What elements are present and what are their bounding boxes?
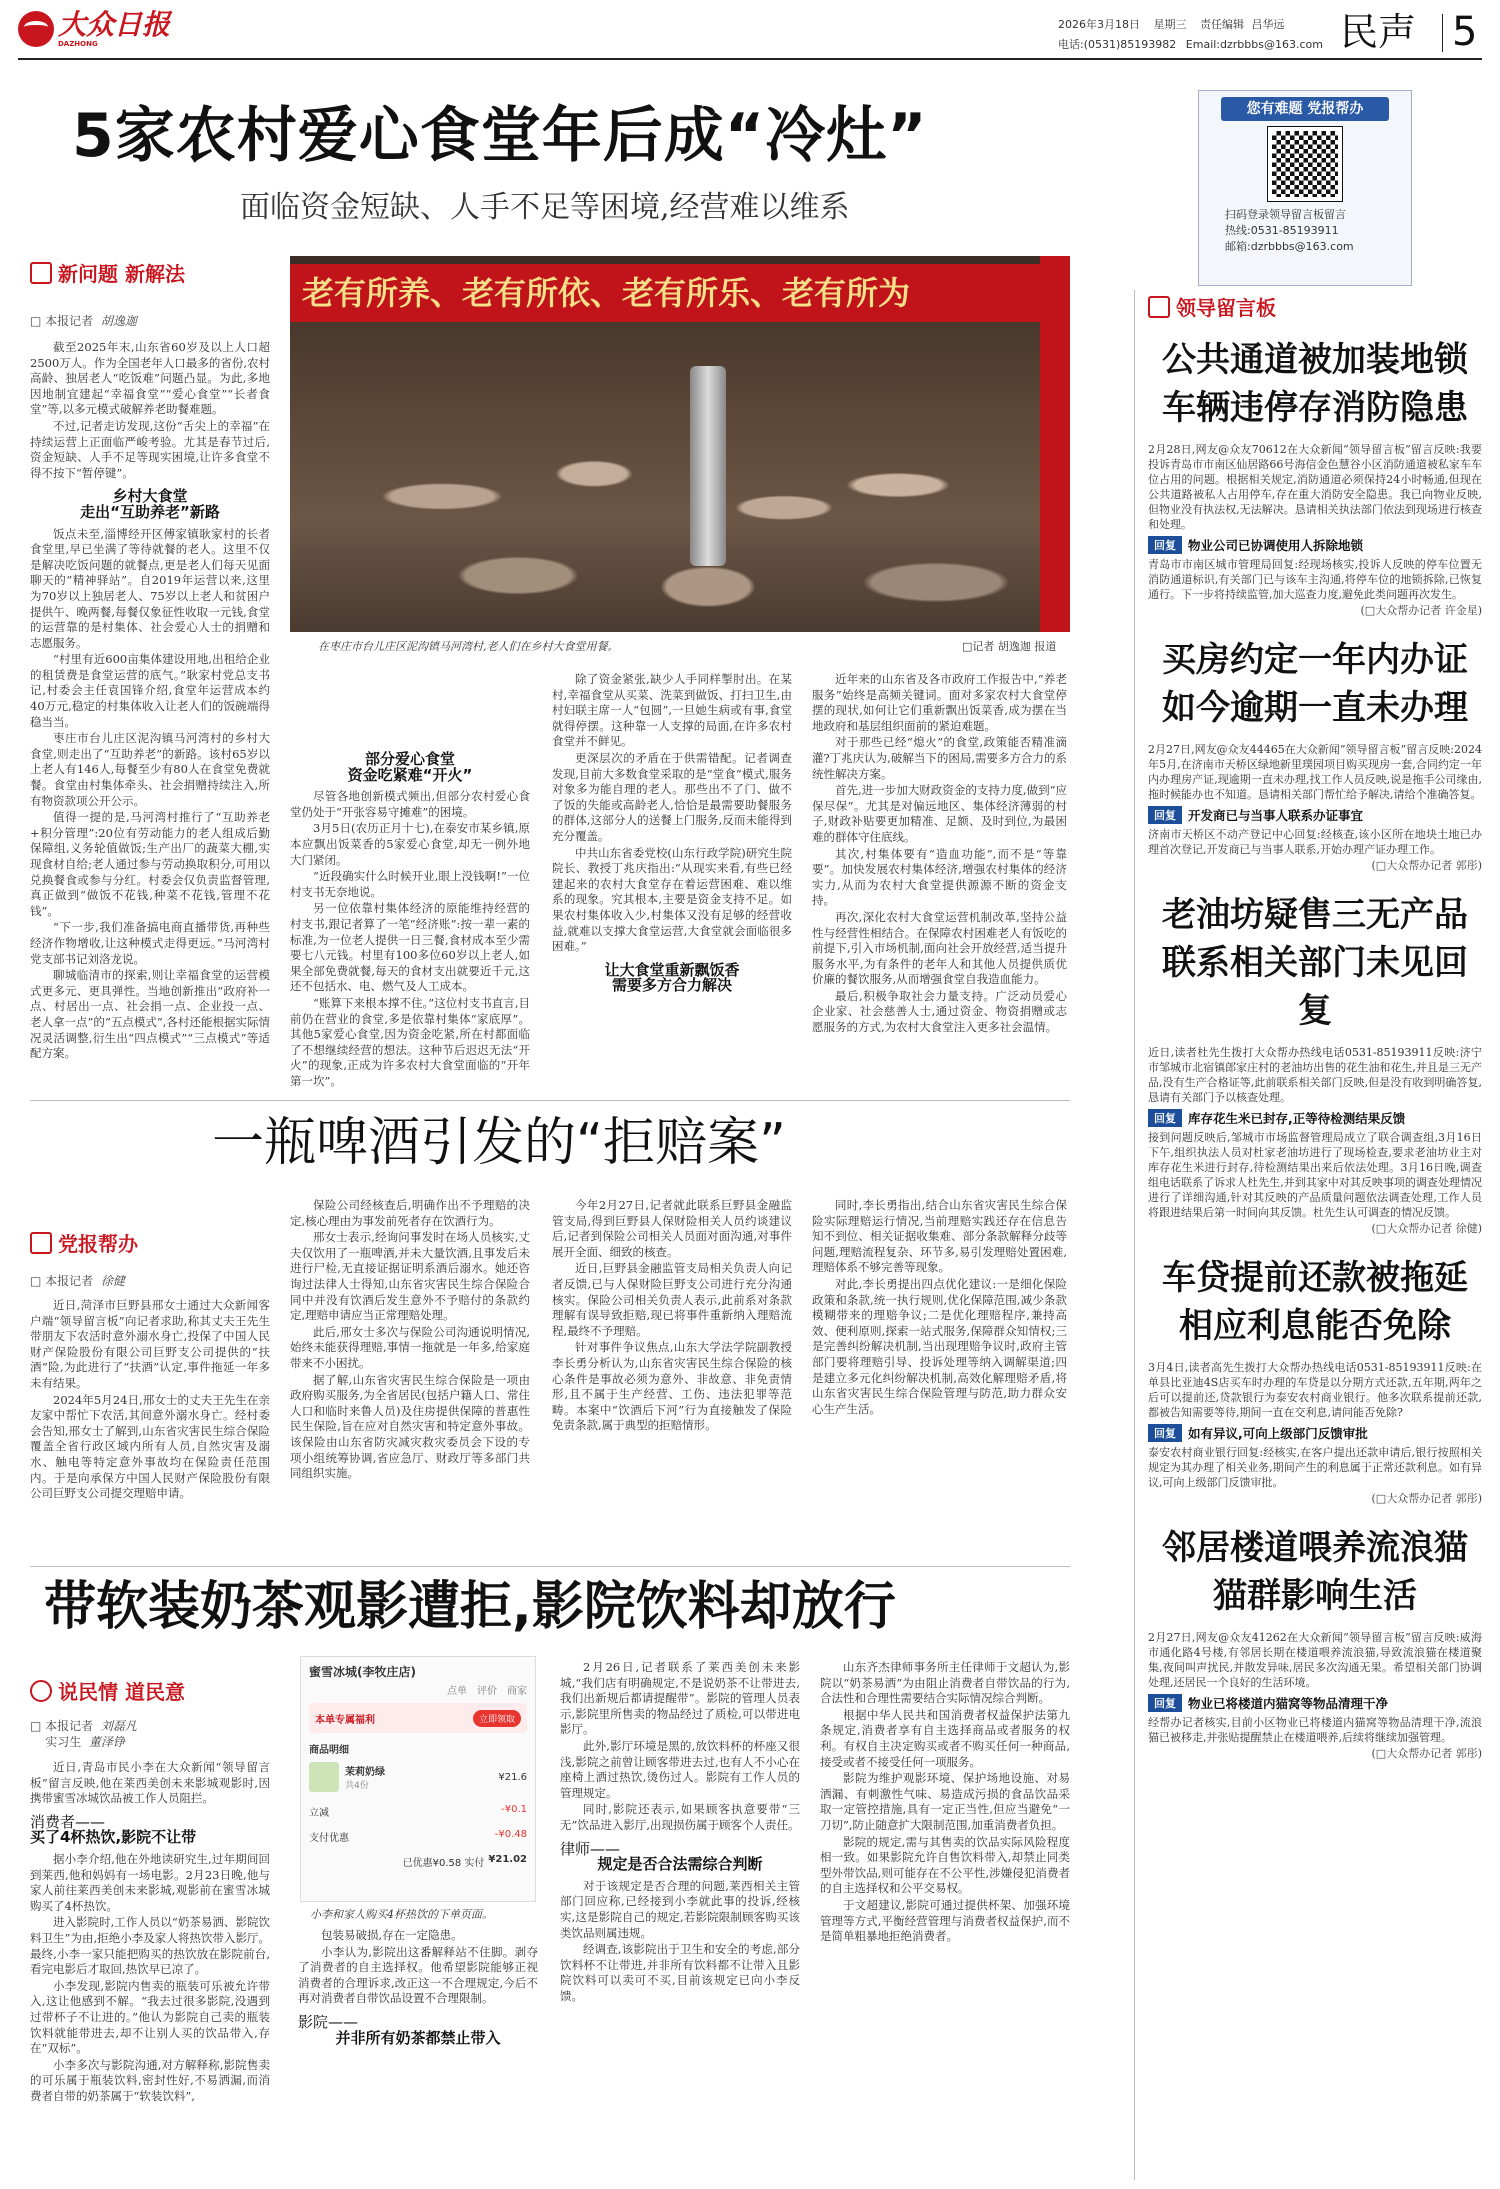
art1-byline: □ 本报记者 胡逸迦 [30,314,137,328]
art1-column-2: 部分爱心食堂 资金吃紧难“开火” 尽管各地创新模式频出,但部分农村爱心食堂仍处于“开张容易守摊难”的困境。 3月5日(农历正月十七),在泰安市某乡镇,原本应飘出饭菜香的5家爱心食堂,却无一例外地大门紧闭。 “近段确实什么时候开业,眼上没钱啊!”一位村支书无奈地说。 另一位依靠村集体经济的原能维持经营的村支书,跟记者算了一笔“经济账”:按一辈一素的标准,为一位老人提供一日三餐,食材成本至少需要七八元钱。村里有100多位60岁以上老人,如果全部免费就餐,每天的食材支出就要近千元,这还不包括水、电、燃气及人工成本。 “账算下来根本撑不住。”这位村支书直言,目前仍在营业的食堂,多是依靠村集体“家底厚”。其他5家爱心食堂,因为资金吃紧,所在村都面临了不想继续经营的想法。这种节后迟迟无法“开火”的现象,正成为许多农村大食堂面临的“开年第一坎”。 [290,750,530,1088]
qr-line-3: 邮箱:dzrbbbs@163.com [1225,240,1354,253]
art3-column-3: 2月26日,记者联系了莱西美创未来影城,“我们店有明确规定,不是说奶茶不让带进去,我们出新规后都请提醒带”。影院的管理人员表示,影院里所售卖的物品经过了质检,可以带进电影厅。 此外,影厅环境是黑的,放饮料杯的杯座又很浅,影院之前曾让顾客带进去过,也有人不小心在座椅上洒过热饮,烫伤过人。影院有工作人员的管理规定。 同时,影院还表示,如果顾客执意要带“三无”饮品进入影厅,出现损伤属于顾客个人责任。 律师—— 规定是否合法需综合判断 对于该规定是否合理的问题,莱西相关主管部门回应称,已经接到小李就此事的投诉,经核实,这是影院自己的规定,若影院限制顾客购买该类饮品则属违规。 经调查,该影院出于卫生和安全的考虑,部分饮料杯不让带进,并非所有饮料都不让带入且影院饮料可以卖可不买,目前该规定已向小李反馈。 [560,1660,800,2003]
date: 2026年3月18日 [1058,18,1140,31]
sidebar [1148,330,1482,2180]
art3-column-2: 包装易破损,存在一定隐患。 小李认为,影院出这番解释站不住脚。剥夺了消费者的自主选择权。他希望影院能够正视消费者的合理诉求,改正这一不合理规定,今后不再对消费者自带饮品设置不合理限制。 影院—— 并非所有奶茶都禁止带入 [298,1928,538,2047]
art3-byline: □ 本报记者 刘磊凡 实习生 董泽铮 [30,1719,137,1749]
article1-photo [290,256,1070,632]
qr-box [1198,90,1412,286]
art2-column-3: 今年2月27日,记者就此联系巨野县金融监管支局,得到巨野县人保财险相关人员约谈建议后,记者到保险公司相关人员面对面沟通,对事件展开全面、细致的核查。 近日,巨野县金融监管支局相关负责人向记者反馈,已与人保财险巨野支公司进行充分沟通核实。保险公司相关负责人表示,此前系对条款理解有误导致拒赔,现已将事件重新纳入理赔流程,最终不予理赔。 针对事件争议焦点,山东大学法学院副教授李长勇分析认为,山东省灾害民生综合保险的核心条件是事故必须为意外、非故意、非免责情形,且不属于生产经营、工伤、违法犯罪等范畴。本案中“饮酒后下河”行为直接触发了保险免责条款,属于典型的拒赔情形。 [552,1198,792,1433]
logo-text: 大众日报 [58,8,171,41]
header-meta [1058,16,1285,32]
art1-column-1: 截至2025年末,山东省60岁及以上人口超2500万人。作为全国老年人口最多的省份,农村高龄、独居老人“吃饭难”问题凸显。为此,多地因地制宜建起“幸福食堂”“爱心食堂”“长者食堂”等,以多元模式破解养老助餐难题。 不过,记者走访发现,这份“舌尖上的幸福”在持续运营上正面临严峻考验。尤其是春节过后,资金短缺、人手不足等现实困境,让许多食堂不得不按下“暂停键”。 乡村大食堂 走出“互助养老”新路 饭点未至,淄博经开区傅家镇耿家村的长者食堂里,早已坐满了等待就餐的老人。这里不仅是解决吃饭问题的就餐点,更是老人们每天见面聊天的“精神驿站”。自2019年运营以来,这里为70岁以上独居老人、75岁以上老人和贫困户提供午、晚两餐,每餐仅象征性收取一元钱,食堂的运营靠的是村集体、社会爱心人士的捐赠和志愿服务。 “村里有近600亩集体建设用地,出租给企业的租赁费是食堂运营的底气。”耿家村党总支书记,村委会主任袁国锋介绍,食堂年运营成本约40万元,稳定的村集体收入让老人们的饭碗端得稳当当。 枣庄市台儿庄区泥沟镇马河湾村的乡村大食堂,则走出了“互助养老”的新路。该村65岁以上老人有146人,每餐至少有80人在食堂免费就餐。食堂由村集体牵头、社会捐赠持续注入,所有物资款项公开公示。 值得一提的是,马河湾村推行了“互助养老+积分管理”:20位有劳动能力的老人组成后勤保障组,义务轮值做饭;生产出厂的蔬菜大棚,实现食材自给;老人通过参与劳动换取积分,可用以兑换餐食或参与分红。村委会仅负责监督管理,真正做到“做饭不花钱,种菜不花钱,管理不花钱”。 “下一步,我们准备搞电商直播带货,再种些经济作物增收,让这种模式走得更远。”马河湾村党支部书记刘洛龙说。 聊城临清市的探索,则让幸福食堂的运营模式更多元、更具弹性。当地创新推出“政府补一点、村居出一点、社会捐一点、企业投一点、老人拿一点”的“五点模式”,各村还能根据实际情况灵活调整,衍生出“四点模式”“三点模式”等适配方案。 [30,340,270,1061]
logo [18,10,170,48]
sidebar-item-3: 老油坊疑售三无产品 联系相关部门未见回复 近日,读者杜先生拨打大众帮办热线电话0531-85193911反映:济宁市邹城市北宿镇郎家庄村的老油坊出售的花生油和花生,并且是三无产品,没有生产合格证等,此前联系相关部门反映,但是没有收到明确答复,恳请有关部门予以核查处理。 回复 库存花生米已封存,正等待检测结果反馈 接到问题反映后,邹城市市场监督管理局成立了联合调查组,3月16日下午,组织执法人员对杜家老油坊进行了现场检查,要求老油坊业主对库存花生米进行封存,待检测结果出来后依法处理。3月16日晚,调查组电话联系了诉求人杜先生,并到其家中对其反映事项的调查处理情况进行了详细沟通,针对其反映的产品质量问题依法调查处理,工作人员将跟进结果后第一时间向其反馈。杜先生认可调查的情况反馈。 (□大众帮办记者 徐健) [1148,895,1482,1235]
art2-column-1: 近日,菏泽市巨野县邢女士通过大众新闻客户端“领导留言板”向记者求助,称其丈夫王先生带朋友下农活时意外溺水身亡,投保了中国人民财产保险股份有限公司巨野支公司提供的“扶酒”险,为此进行了“扶酒”认定,事件拖延一年多未有结果。 2024年5月24日,邢女士的丈夫王先生在亲友家中帮忙下农活,其间意外溺水身亡。经村委会告知,邢女士了解到,山东省灾害民生综合保险覆盖全省行政区域内所有人员,自然灾害及溺水、触电等特定意外事故均在保险责任范围内。于是向承保方中国人民财产保险股份有限公司巨野支公司提交理赔申请。 [30,1298,270,1501]
logo-sub: DAZHONG [58,40,98,48]
photo-credit: □记者 胡逸迦 报道 [962,640,1057,653]
envelope-icon [1148,296,1170,318]
section-label-public-voice: 说民情 道民意 [30,1676,185,1705]
masthead [18,8,1482,60]
article1-subtitle: 面临资金短缺、人手不足等困境,经营难以维系 [240,190,850,225]
section-label-party-help: 党报帮办 [30,1228,138,1257]
qr-title: 您有难题 党报帮办 [1221,97,1389,121]
sidebar-item-1: 公共通道被加装地锁 车辆违停存消防隐患 2月28日,网友@众友70612在大众新闻“领导留言板”留言反映:我要投诉青岛市市南区仙居路66号海信金色慧谷小区消防通道被私家车车位占用的问题。根据相关规定,消防通道必须保持24小时畅通,但现在公共道路被私人占用停车,存在重大消防安全隐患。我已向物业反映,但物业没有执法权,无法解决。恳请相关执法部门依法到现场进行核查和处理。 回复 物业公司已协调使用人拆除地锁 青岛市市南区城市管理局回复:经现场核实,投诉人反映的停车位置无消防通道标识,有关部门已与该车主沟通,将停车位的地锁拆除,已恢复通行。下一步将持续监管,加大巡查力度,避免此类问题再次发生。 (□大众帮办记者 许金星) [1148,340,1482,617]
promo-button[interactable]: 立即领取 [473,1710,521,1727]
header-contact [1058,36,1323,52]
article1-title: 5家农村爱心食堂年后成“冷灶” [72,101,928,171]
photo-banner: 老有所养、老有所依、老有所乐、老有所为 [290,264,1050,322]
subhead: 乡村大食堂 走出“互助养老”新路 [80,487,220,521]
screenshot-caption: 小李和家人购买4杯热饮的下单页面。 [310,1908,493,1921]
checklist-icon [30,262,52,284]
section-label-leader-board: 领导留言板 [1148,292,1276,321]
page-number: 5 [1452,9,1478,55]
qr-line-2: 热线:0531-85193911 [1225,224,1339,237]
subhead: 部分爱心食堂 资金吃紧难“开火” [347,750,473,784]
shop-name: 蜜雪冰城(李牧庄店) [309,1665,416,1679]
art1-column-4: 近年来的山东省及各市政府工作报告中,“养老服务”始终是高频关键词。面对多家农村大食堂停摆的现状,如何让它们重新飘出饭菜香,成为摆在当地政府和基层组织面前的紧迫难题。 对于那些已经“熄火”的食堂,政策能否精准滴灌?丁兆庆认为,破解当下的困局,需要多方合力的系统性解决方案。 首先,进一步加大财政资金的支持力度,做到“应保尽保”。尤其是对偏远地区、集体经济薄弱的村子,财政补贴要更加精准、足额、及时到位,为最困难的群体守住底线。 其次,村集体要有“造血功能”,而不是“等靠要”。加快发展农村集体经济,增强农村集体的经济实力,从而为农村大食堂提供源源不断的资金支持。 再次,深化农村大食堂运营机制改革,坚持公益性与经营性相结合。在保障农村困难老人有饭吃的前提下,引入市场机制,面向社会开放经营,适当提升服务水平,为有条件的老年人和其他人员提供质优价廉的餐饮服务,从而增强食堂自我造血能力。 最后,积极争取社会力量支持。广泛动员爱心企业家、社会慈善人士,通过资金、物资捐赠或志愿服务的方式,为农村大食堂注入更多社会温情。 [812,672,1067,1035]
sidebar-item-2: 买房约定一年内办证 如今逾期一直未办理 2月27日,网友@众友44465在大众新闻“领导留言板”留言反映:2024年5月,在济南市天桥区绿地新里璞园项目购买现房一套,合同约定一年内办理房产证,现逾期一直未办理,找工作人员反映,说是拖手公司缘由,拖时候能办也不知道。恳请相关部门帮忙给予解决,请给个准确答复。 回复 开发商已与当事人联系办证事宜 济南市天桥区不动产登记中心回复:经核查,该小区所在地块土地已办理首次登记,开发商已与当事人联系,开始办理产证办理工作。 (□大众帮办记者 郭彤) [1148,640,1482,872]
art3-column-4: 山东齐杰律师事务所主任律师于文超认为,影院以“奶茶易洒”为由阻止消费者自带饮品的行为,合法性和合理性需要结合实际情况综合判断。 根据中华人民共和国消费者权益保护法第九条规定,消费者享有自主选择商品或者服务的权利。有权自主决定购买或者不购买任何一种商品,接受或者不接受任何一项服务。 影院为维护观影环境、保护场地设施、对易洒漏、有刺激性气味、易造成污损的食品饮品采取一定管控措施,具有一定正当性,但应当避免“一刀切”,防止随意扩大限制范围,加重消费者负担。 影院的规定,需与其售卖的饮品实际风险程度相一致。如果影院允许自售饮料带入,却禁止同类型外带饮品,则可能存在不公平性,涉嫌侵犯消费者的自主选择权和公平交易权。 于文超建议,影院可通过提供杯架、加强环境管理等方式,平衡经营管理与消费者权益保护,而不是简单粗暴地拒绝消费者。 [820,1660,1070,1944]
qr-code-icon [1268,127,1342,201]
section-name: 民声 [1340,10,1417,54]
megaphone-icon [30,1680,52,1702]
art2-byline: □ 本报记者 徐健 [30,1274,125,1288]
section-label-new-problem: 新问题 新解法 [30,258,185,287]
art1-column-3: 除了资金紧张,缺少人手同样掣肘出。在某村,幸福食堂从买菜、洗菜到做饭、打扫卫生,由村妇联主席一人“包圆”,一旦她生病或有事,食堂就得停摆。这种靠一人支撑的局面,在许多农村食堂并不鲜见。 更深层次的矛盾在于供需错配。记者调查发现,目前大多数食堂采取的是“堂食”模式,服务对象多为能自理的老人。那些出不了门、做不了饭的失能或高龄老人,恰恰是最需要助餐服务的群体,这部分人的送餐上门服务,反而未能得到充分覆盖。 中共山东省委党校(山东行政学院)研究生院院长、教授丁兆庆指出:“从现实来看,有些已经建起来的农村大食堂存在着运营困难、难以维系的现象。究其根本,主要是资金支持不足。如果农村集体收入少,村集体又没有足够的经营收益,就难以支撑大食堂运营,大食堂就会面临很多困难。” 让大食堂重新飘饭香 需要多方合力解决 [552,672,792,995]
article2-title: 一瓶啤酒引发的“拒赔案” [212,1113,786,1173]
sidebar-item-4: 车贷提前还款被拖延 相应利息能否免除 3月4日,读者高先生拨打大众帮办热线电话0531-85193911反映:在单县比亚迪4S店买车时办理的车贷是以分期方式还款,五年期,两年之后可以提前还,贷款银行为泰安农村商业银行。他多次联系提前还款,都被告知需要等待,期间一直在交利息,请问能否免除? 回复 如有异议,可向上级部门反馈审批 泰安农村商业银行回复:经核实,在客户提出还款申请后,银行按照相关规定为其办理了相关业务,期间产生的利息属于正常还款利息。如有异议,可向上级部门反馈审批。 (□大众帮办记者 郭彤) [1148,1258,1482,1505]
article3-title: 带软装奶茶观影遭拒,影院饮料却放行 [44,1577,896,1637]
drink-thumbnail-icon [309,1762,339,1792]
editor-label: 责任编辑 [1200,18,1244,31]
logo-emblem-icon [18,11,54,47]
editor: 吕华远 [1251,18,1285,31]
art2-column-4: 同时,李长勇指出,结合山东省灾害民生综合保险实际理赔运行情况,当前理赔实践还存在信息告知不到位、相关证据收集难、部分条款解释分歧等问题,理赔流程复杂、环节多,易引发理赔处置困难,理赔体系不够完善等现象。 对此,李长勇提出四点优化建议:一是细化保险政策和条款,统一执行规则,优化保障范围,减少条款模糊带来的理赔争议;二是优化理赔程序,兼持高效、便利原则,探索一站式服务,保障群众知情权;三是完善纠纷解决机制,当出现理赔争议时,政府主管部门要将理赔引导、投诉处理等纳入调解渠道;四是建立多元化纠纷解决机制,高效化解理赔矛盾,将山东省灾害民生综合保险管理与防范,助力群众安心生产生活。 [812,1198,1067,1416]
qr-line-1: 扫码登录领导留言板留言 [1225,208,1346,221]
weekday: 星期三 [1153,18,1187,31]
photo-caption: 在枣庄市台儿庄区泥沟镇马河湾村,老人们在乡村大食堂用餐。 [318,640,619,653]
art3-column-1: 近日,青岛市民小李在大众新闻“领导留言板”留言反映,他在莱西美创未来影城观影时,因携带蜜雪冰城饮品被工作人员阻拦。 消费者—— 买了4杯热饮,影院不让带 据小李介绍,他在外地读研究生,过年期间回到莱西,他和妈妈有一场电影。2月23日晚,他与家人前往莱西美创未来影城,观影前在蜜雪冰城购买了4杯热饮。 进入影院时,工作人员以“奶茶易洒、影院饮料卫生”为由,拒绝小李及家人将热饮带入影厅。最终,小李一家只能把购买的热饮放在影院前台,看完电影后才取回,热饮早已凉了。 小李发现,影院内售卖的瓶装可乐被允许带入,这让他感到不解。“我去过很多影院,没遇到过带杯子不让进的。”他认为影院自己卖的瓶装饮料就能带进去,却不让别人买的饮品带入,存在“双标”。 小李多次与影院沟通,对方解释称,影院售卖的可乐属于瓶装饮料,密封性好,不易洒漏,而消费者自带的奶茶属于“软装饮料”, [30,1760,270,2103]
subhead: 让大食堂重新飘饭香 需要多方合力解决 [604,960,740,995]
helping-hand-icon [30,1232,52,1254]
promo-title: 本单专属福利 [315,1714,375,1726]
sidebar-item-5: 邻居楼道喂养流浪猫 猫群影响生活 2月27日,网友@众友41262在大众新闻“领导留言板”留言反映:威海市通化路4号楼,有邻居长期在楼道喂养流浪猫,导致流浪猫在楼道聚集,夜间叫声扰民,并散发异味,居民多次沟通无果。希望相关部门协调处理,还居民一个良好的生活环境。 回复 物业已将楼道内猫窝等物品清理干净 经帮办记者核实,目前小区物业已将楼道内猫窝等物品清理干净,流浪猫已被移走,并张贴提醒禁止在楼道喂养,后续将继续加强管理。 (□大众帮办记者 郭彤) [1148,1528,1482,1760]
art2-column-2: 保险公司经核查后,明确作出不予理赔的决定,核心理由为事发前死者存在饮酒行为。 邢女士表示,经询问事发时在场人员核实,丈夫仅饮用了一瓶啤酒,并未大量饮酒,且事发后未进行尸检,无直接证据证明系酒后溺水。她还咨询过法律人士得知,山东省灾害民生综合保险合同中并没有饮酒后发生意外不予赔付的条款约定,理赔申请应当正常理赔处理。 此后,邢女士多次与保险公司沟通说明情况,始终未能获得理赔,事情一拖就是一年多,给家庭带来不小困扰。 据了解,山东省灾害民生综合保险是一项由政府购买服务,为全省居民(包括户籍人口、常住人口和临时来鲁人员)及住房提供保障的普惠性民生保险,旨在应对自然灾害和特定意外事故。该保险由山东省防灾减灾救灾委员会下设的专项小组统筹协调,省应急厅、财政厅等多部门共同组织实施。 [290,1198,530,1481]
order-screenshot: 蜜雪冰城(李牧庄店) 点单 评价 商家 本单专属福利 立即领取 商品明细 茉莉奶绿 共4份 ¥21.6 立减 -¥0.1 支付优惠 -¥0.48 已优惠¥0.58 实付 ¥21.02 [300,1656,536,1902]
phone: 电话:(0531)85193982 [1058,38,1177,51]
email: Email:dzrbbbs@163.com [1185,38,1323,51]
